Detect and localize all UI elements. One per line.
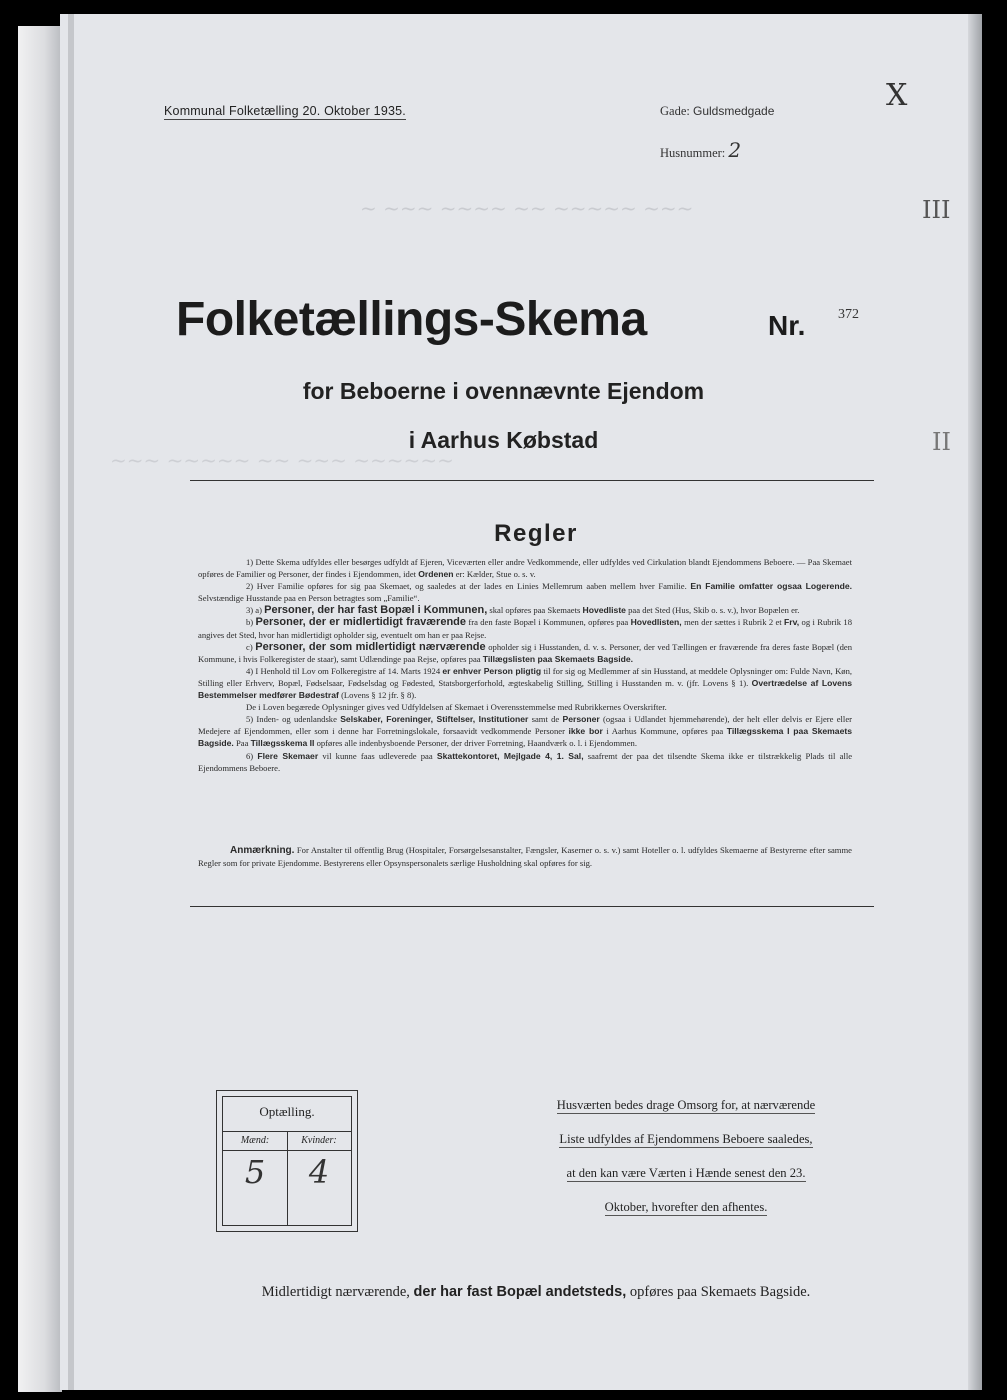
notice-line-4: Oktober, hvorefter den afhentes.	[604, 1200, 768, 1214]
note-label: Anmærkning.	[230, 845, 295, 856]
house-number-label: Husnummer:	[660, 146, 726, 160]
book-binding	[18, 26, 62, 1392]
divider	[190, 906, 874, 907]
count-box	[216, 1090, 358, 1232]
margin-mark-1: III	[922, 196, 951, 224]
rule-3c: c) Personer, der som midlertidigt nærværende opholder sig i Husstanden, d. v. s. Personer, der ved Tællingen er fraværende fra deres faste Bopæl (den Kommune, i hvis Folkeregister de staar), samt Udlændinge paa Rejse, opføres paa Tillægslisten paa Skemaets Bagside.	[198, 640, 853, 664]
landlord-notice	[520, 1092, 852, 1228]
show-through-text: ~~~ ~~~~~ ~~ ~~~ ~~~~~~	[110, 448, 454, 472]
women-count: 4	[308, 1153, 330, 1191]
form-number-value: 372	[838, 307, 859, 322]
rule-5: 5) Inden- og udenlandske Selskaber, Foreninger, Stiftelser, Institutioner samt de Personer (ogsaa i Udlandet hjemmehørende), der helt eller delvis er Ejere eller Medejere af Ejendommen, eller som i denne har Forretningslokale, forsaavidt vedkommende Personer ikke bor i Aarhus Kommune, opføres paa Tillægsskema I paa Skemaets Bagside. Paa Tillægsskema II opføres alle indenbysboende Personer, der driver Forretning, Haandværk o. l. i Ejendommen.	[198, 714, 852, 749]
page-edge	[968, 14, 982, 1390]
count-title: Optælling.	[259, 1104, 315, 1119]
form-title: Folketællings-Skema	[176, 293, 647, 346]
form-number-label: Nr.	[768, 310, 806, 341]
rule-3b: b) Personer, der er midlertidigt fraværende fra den faste Bopæl i Kommunen, opføres paa Hovedlisten, men der sættes i Rubrik 2 et Frv, og i Rubrik 18 angives det Sted, hvor han midlertidigt opholder sig, eventuelt om han er paa Rejse.	[198, 616, 853, 640]
men-label: Mænd:	[223, 1131, 287, 1151]
show-through-text: ~ ~~~ ~~~~ ~~ ~~~~~ ~~~	[360, 196, 694, 220]
page-fold	[68, 14, 74, 1390]
notice-line-2: Liste udfyldes af Ejendommens Beboere saaledes,	[559, 1132, 813, 1146]
rule-6: 6) Flere Skemaer vil kunne faas udleverede paa Skattekontoret, Mejlgade 4, 1. Sal, saafremt der paa det tilsendte Skema ikke er tilstrækkelig Plads til alle Ejendommens Beboere.	[198, 750, 853, 773]
note-text: Anmærkning. For Anstalter til offentlig Brug (Hospitaler, Forsørgelsesanstalter, Fængsler, Kaserner o. s. v.) samt Hoteller o. l. udfyldes Skemaerne af Bestyrerne efter samme Regler som for private Ejendomme. Bestyrerens eller Opsynspersonalets særlige Husholdning skal opføres for sig.	[198, 845, 852, 869]
rule-1: 1) Dette Skema udfyldes eller besørges udfyldt af Ejeren, Viceværten eller andre Vedkommende, eller udfyldes ved Cirkulation blandt Ejendommens Beboere. — Paa Skemaet opføres de Familier og Personer, der findes i Ejendommen, idet Ordenen er: Kælder, Stue o. s. v.	[198, 557, 852, 580]
rules-text	[198, 556, 852, 774]
street-value: Guldsmedgade	[692, 104, 775, 118]
street-label: Gade:	[660, 104, 690, 118]
footer-note: Midlertidigt nærværende, der har fast Bopæl andetsteds, opføres paa Skemaets Bagside.	[261, 1284, 811, 1300]
notice-line-1: Husværten bedes drage Omsorg for, at nærværende	[556, 1098, 816, 1112]
rule-3a: 3) a) Personer, der har fast Bopæl i Kommunen, skal opføres paa Skemaets Hovedliste paa det Sted (Hus, Skib o. s. v.), hvor Bopælen er.	[246, 604, 800, 617]
women-label: Kvinder:	[287, 1131, 351, 1151]
margin-mark-2: II	[932, 428, 951, 456]
street-field	[660, 104, 774, 119]
notice-line-3: at den kan være Værten i Hænde senest den 23.	[566, 1166, 806, 1180]
form-location: i Aarhus Købstad	[408, 427, 599, 453]
rules-heading: Regler	[494, 520, 578, 547]
rule-4: 4) I Henhold til Lov om Folkeregistre af 14. Marts 1924 er enhver Person pligtig til for sig og Medlemmer af sin Husstand, at meddele Oplysninger om: Fulde Navn, Køn, Stilling eller Erhverv, Bopæl, Fødselsaar, Fødselsdag og Fødested, Statsborgerforhold, ægteskabelig Stilling, Stilling i Husstanden m. v. (jfr. Lovens § 1). Overtrædelse af Lovens Bestemmelser medfører Bødestraf (Lovens § 12 jfr. § 8).	[198, 665, 853, 701]
corner-mark: X	[886, 78, 908, 113]
divider	[190, 480, 874, 481]
census-title: Kommunal Folketælling 20. Oktober 1935.	[164, 104, 406, 118]
men-count: 5	[244, 1153, 266, 1191]
rule-2: 2) Hver Familie opføres for sig paa Skemaet, og saaledes at der lades en Linies Mellemrum aaben mellem hver Familie. En Familie omfatter ogsaa Logerende. Selvstændige Husstande paa en Person betragtes som „Familie“.	[198, 581, 852, 604]
form-subtitle: for Beboerne i ovennævnte Ejendom	[302, 378, 705, 404]
house-number-value: 2	[728, 138, 742, 162]
house-number-field	[660, 138, 741, 162]
rule-4-note: De i Loven begærede Oplysninger gives ved Udfyldelsen af Skemaet i Overensstemmelse med Rubrikkernes Overskrifter.	[246, 702, 667, 713]
